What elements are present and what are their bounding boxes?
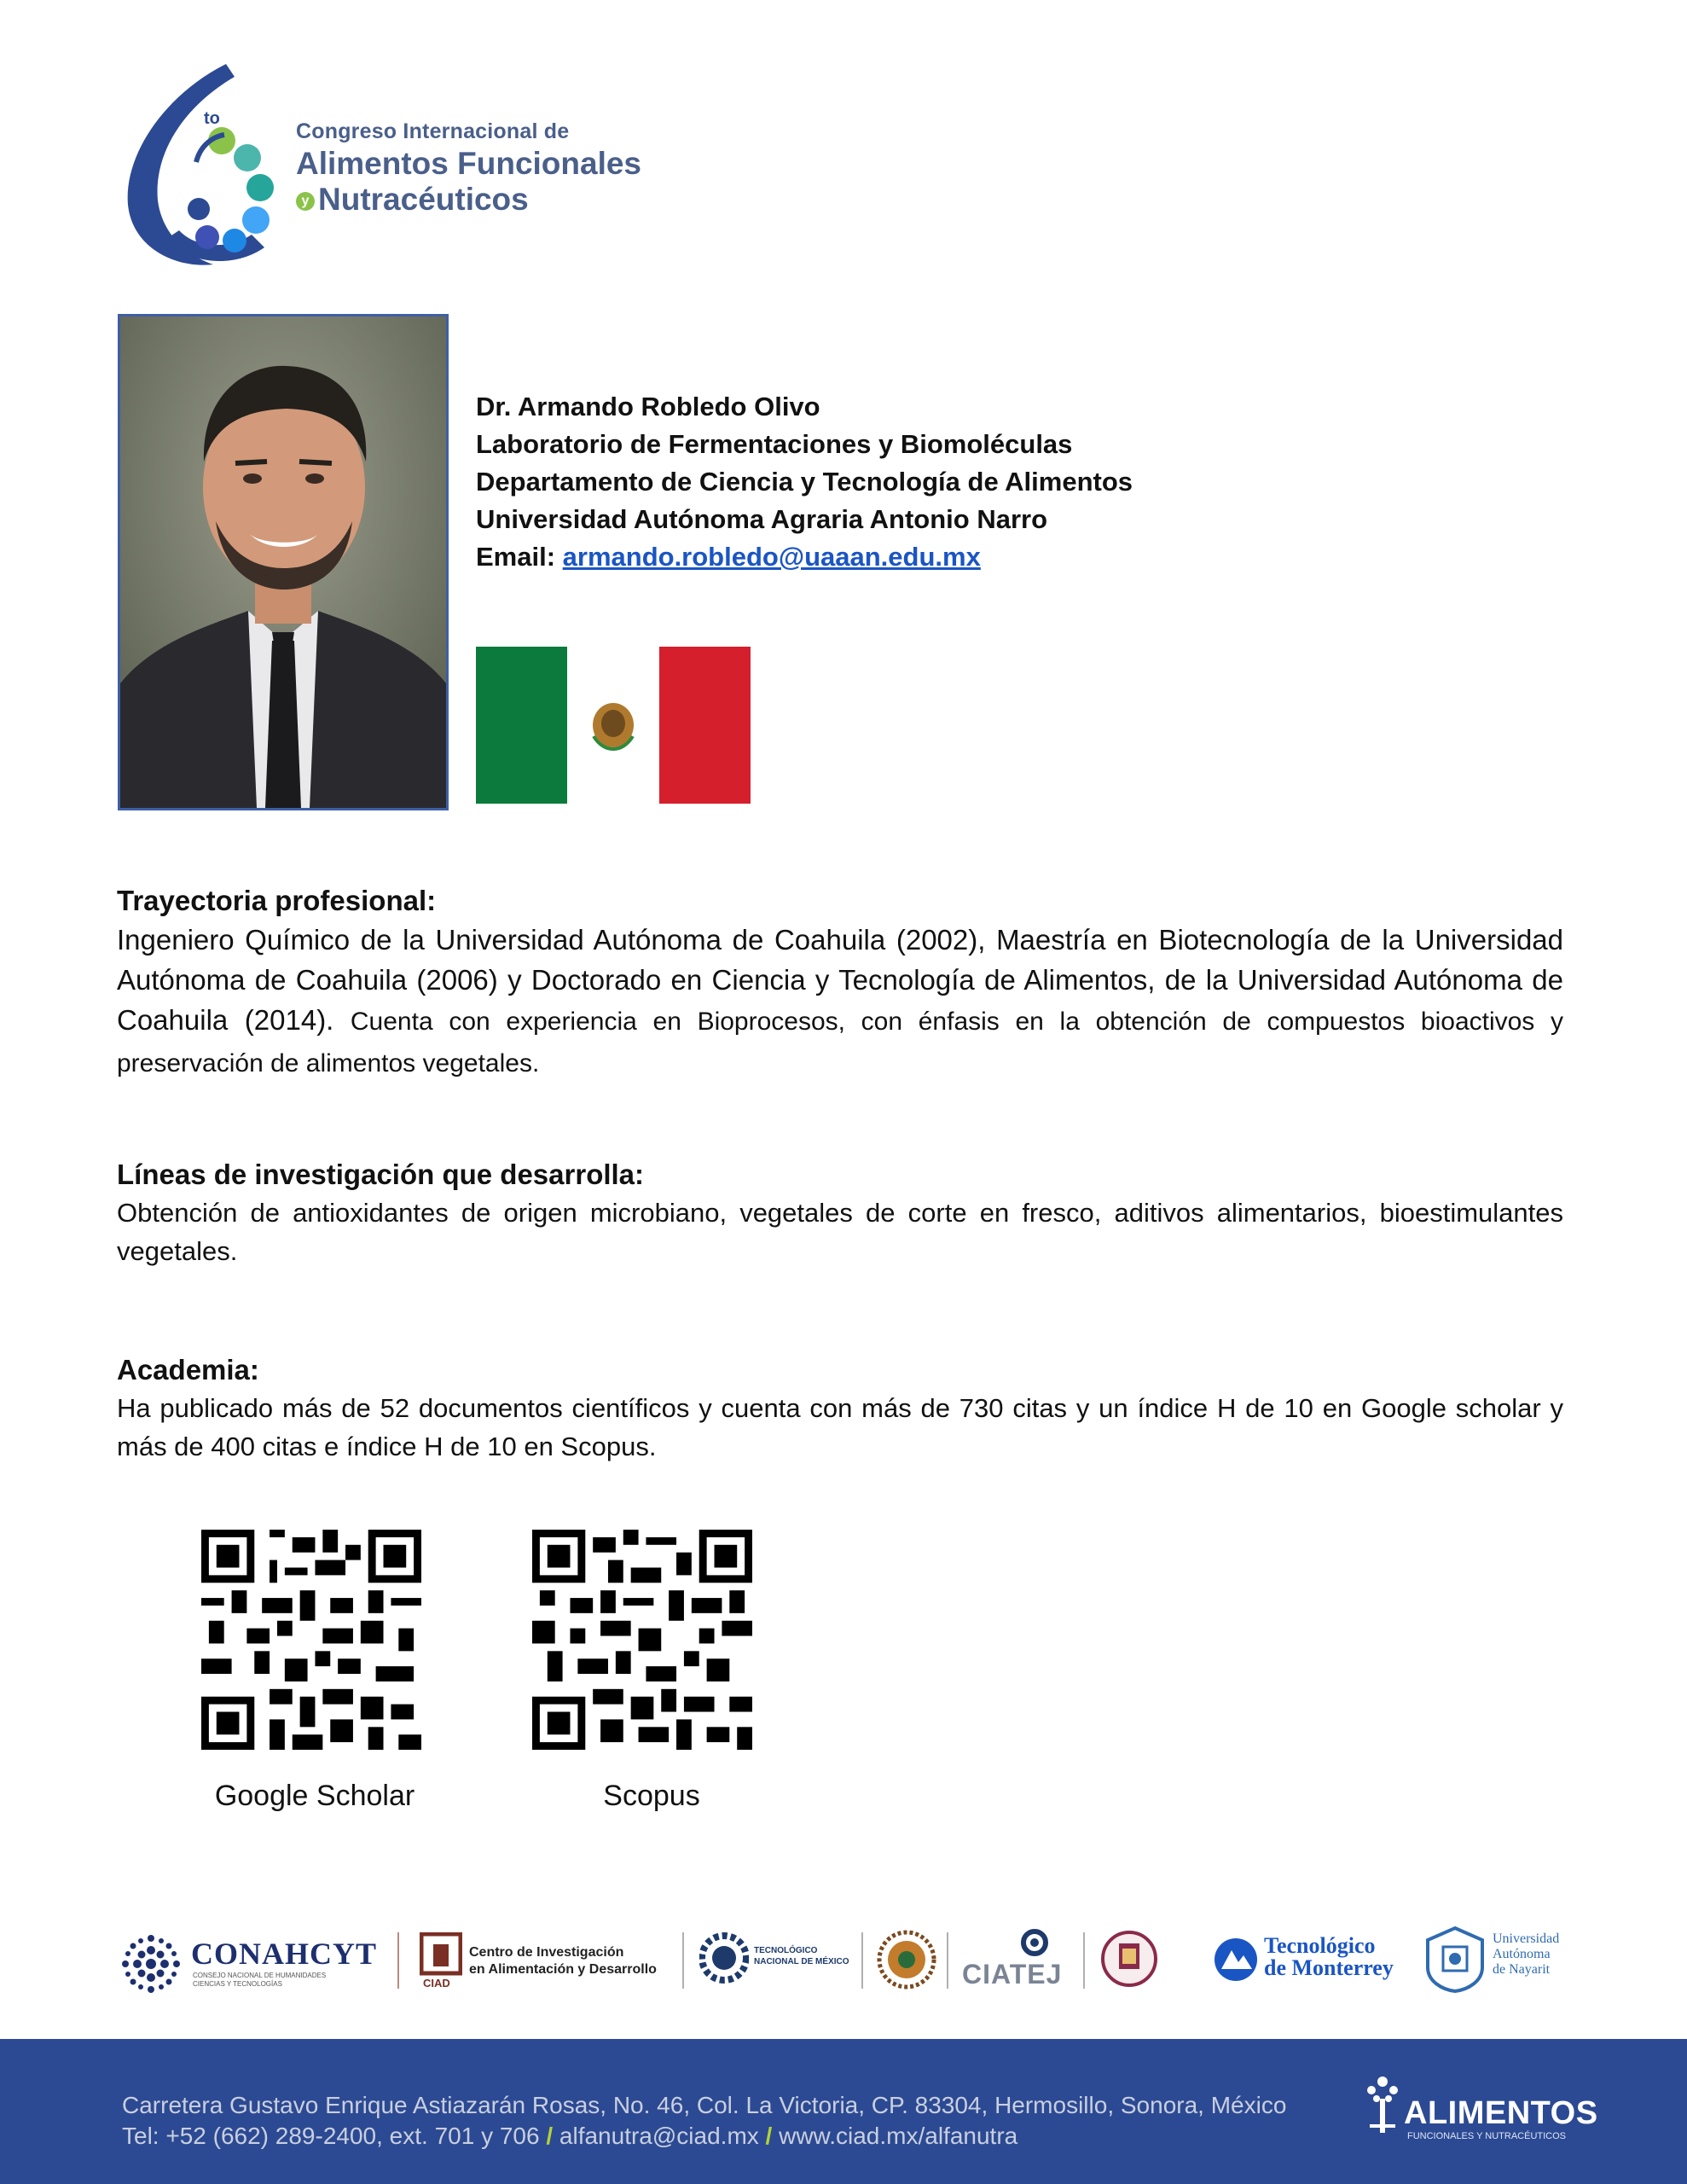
profile-name: Dr. Armando Robledo Olivo [476,392,820,421]
footer-logo-main: ALIMENTOS [1404,2095,1598,2131]
conahcyt-subtitle [193,1972,326,1989]
qr-code-icon [201,1530,421,1750]
footer-logo-sub: FUNCIONALES Y NUTRACÉUTICOS [1407,2131,1567,2141]
footer-phone: Tel: +52 (662) 289-2400, ext. 701 y 706 [122,2123,540,2149]
logo-superscript: to [204,109,220,128]
conahcyt-sub-2: CIENCIAS Y TECNOLOGÍAS [193,1980,282,1988]
trayectoria-text-b: Cuenta con experiencia en Bioprocesos, con énfasis en la obtención de compuestos bioactivos y preservación de alimentos vegetales. [117,1008,1564,1077]
logo-line-3-text: Nutracéuticos [318,182,529,217]
footer-separator: / [765,2123,773,2149]
university-seal-icon [1100,1928,1158,1989]
mexico-flag-icon [476,647,751,804]
tecnm-logo [699,1930,853,1998]
logo-y: y [296,192,315,211]
contact-block [476,388,1133,576]
profile-lab: Laboratorio de Fermentaciones y Biomoléculas [476,429,1073,459]
logo-line-3 [296,182,641,218]
conahcyt-name: CONAHCYT [191,1937,378,1971]
divider [1083,1932,1085,1989]
tree-figure-icon [1363,2073,1402,2141]
section-trayectoria [117,882,1563,1083]
portrait-photo-icon [120,317,446,808]
uan-crest-icon [1423,1925,1487,1993]
ciad-abbr: CIAD [423,1977,450,1989]
qr-scopus[interactable] [532,1530,752,1753]
divider [397,1932,399,1989]
email-label: Email: [476,542,556,572]
technological-institute-seal-icon [877,1930,936,1989]
tec-line-2: de Monterrey [1264,1955,1394,1980]
email-link[interactable]: armando.robledo@uaaan.edu.mx [562,542,981,572]
tec-monterrey-logo [1213,1931,1400,2000]
conahcyt-sub-1: CONSEJO NACIONAL DE HUMANIDADES [193,1972,327,1979]
footer-bar [0,2039,1687,2184]
tec-line-1: Tecnológico [1264,1933,1376,1958]
partner-logos [119,1920,1578,2013]
scopus-label: Scopus [603,1780,700,1812]
profile-department: Departamento de Ciencia y Tecnología de Alimentos [476,467,1133,497]
tecnm-gear-icon [699,1930,749,1986]
conahcyt-logo [119,1932,378,2001]
logo-line-1: Congreso Internacional de [296,119,570,143]
ciatej-eye-icon [1020,1928,1049,1957]
footer-contact-line [122,2121,1286,2152]
uan-line-1: Universidad [1493,1931,1560,1946]
section-academia [117,1351,1563,1466]
footer-address-line: Carretera Gustavo Enrique Astiazarán Rosas, No. 46, Col. La Victoria, CP. 83304, Hermosillo, Sonora, México [122,2092,1287,2118]
divider [682,1932,684,1989]
profile-photo [118,314,449,810]
qr-google-scholar[interactable] [201,1530,421,1753]
mexico-flag [476,647,751,804]
six-emblem-icon [115,60,303,273]
google-scholar-label: Google Scholar [214,1780,415,1812]
ciatej-logo [962,1928,1073,1996]
trayectoria-title: Trayectoria profesional: [117,885,437,916]
profile-university: Universidad Autónoma Agraria Antonio Narro [476,504,1048,534]
tecnm-line-2: NACIONAL DE MÉXICO [754,1957,849,1966]
ciad-logo [420,1932,675,2001]
footer-address [122,2090,1286,2152]
ciad-name [469,1944,657,1978]
logo-text [296,119,641,218]
tecnm-line-1: TECNOLÓGICO [754,1946,818,1955]
footer-website[interactable]: www.ciad.mx/alfanutra [779,2123,1018,2149]
alimentos-footer-logo [1363,2073,1598,2158]
ciad-line-1: Centro de Investigación [469,1945,624,1960]
congress-logo [115,60,661,273]
uan-line-3: de Nayarit [1493,1962,1551,1977]
section-lineas [117,1156,1563,1270]
tec-monterrey-emblem-icon [1213,1937,1259,1983]
divider [861,1932,863,1989]
ciatej-name: CIATEJ [962,1959,1063,1989]
trayectoria-text [117,920,1563,1083]
uan-logo [1423,1925,1585,2001]
logo-line-2: Alimentos Funcionales [296,146,642,181]
trayectoria-text-a: Ingeniero Químico de la Universidad Autónoma de Coahuila (2002), Maestría en Biotecnología de la Universidad Autónoma de Coahuila (2006) y Doctorado en Ciencia y Tecnología de Alimentos, de la Universidad Autónoma de Coahuila (2014). [117,924,1563,1036]
academia-title: Academia: [117,1354,259,1385]
tecnm-name [754,1945,849,1967]
tec-monterrey-name [1264,1935,1394,1979]
divider [947,1932,948,1989]
footer-separator: / [546,2123,554,2149]
lineas-text: Obtención de antioxidantes de origen microbiano, vegetales de corte en fresco, aditivos alimentarios, bioestimulantes vegetales. [117,1198,1563,1266]
uan-line-2: Autónoma [1493,1947,1551,1961]
lineas-title: Líneas de investigación que desarrolla: [117,1159,645,1190]
footer-email[interactable]: alfanutra@ciad.mx [559,2123,759,2149]
conahcyt-dots-icon [119,1932,183,1995]
profile-email-row [476,538,1133,576]
ciad-line-2: en Alimentación y Desarrollo [469,1962,657,1977]
ciad-emblem-icon [420,1932,462,1984]
uan-name [1493,1931,1559,1978]
qr-code-icon [532,1530,752,1750]
academia-text: Ha publicado más de 52 documentos científicos y cuenta con más de 730 citas y un índice H de 10 en Google scholar y más de 400 citas e índice H de 10 en Scopus. [117,1393,1563,1461]
